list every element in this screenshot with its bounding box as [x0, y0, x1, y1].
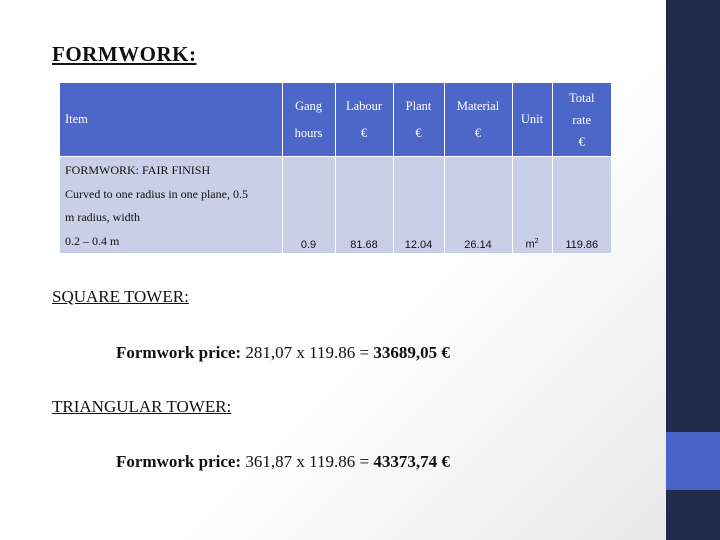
- triangular-tower-heading: TRIANGULAR TOWER:: [52, 397, 232, 416]
- header-material: Material €: [444, 83, 512, 157]
- table-row: [60, 157, 611, 254]
- sidebar-accent-block: [666, 432, 720, 490]
- cell-total-rate: 119.86: [552, 157, 611, 254]
- header-total-rate: Total rate €: [552, 83, 611, 157]
- header-gang-hours: Gang hours: [282, 83, 335, 157]
- cell-unit: $m^2$: [512, 157, 552, 254]
- cell-labour: 81.68: [335, 157, 393, 254]
- triangular-formwork-price: Formwork price: 361,87 x 119.86 = 43373,74 €: [116, 452, 450, 471]
- square-tower-heading: SQUARE TOWER:: [52, 287, 189, 306]
- header-labour: Labour €: [335, 83, 393, 157]
- cell-material: 26.14: [444, 157, 512, 254]
- cell-plant: 12.04: [393, 157, 444, 254]
- square-formwork-price: Formwork price: 281,07 x 119.86 = 33689,05 €: [116, 343, 450, 362]
- header-item: Item: [60, 83, 282, 157]
- header-unit: Unit: [512, 83, 552, 157]
- header-plant: Plant €: [393, 83, 444, 157]
- rates-table: [60, 83, 611, 253]
- cell-gang-hours: 0.9: [282, 157, 335, 254]
- table-header-row: [60, 83, 611, 157]
- slide-title: FORMWORK:: [52, 42, 197, 66]
- row-description: FORMWORK: FAIR FINISH Curved to one radius in one plane, 0.5 m radius, width 0.2 – 0.4 m: [60, 157, 282, 254]
- section-label: FORMWORK: FAIR FINISH: [65, 163, 211, 177]
